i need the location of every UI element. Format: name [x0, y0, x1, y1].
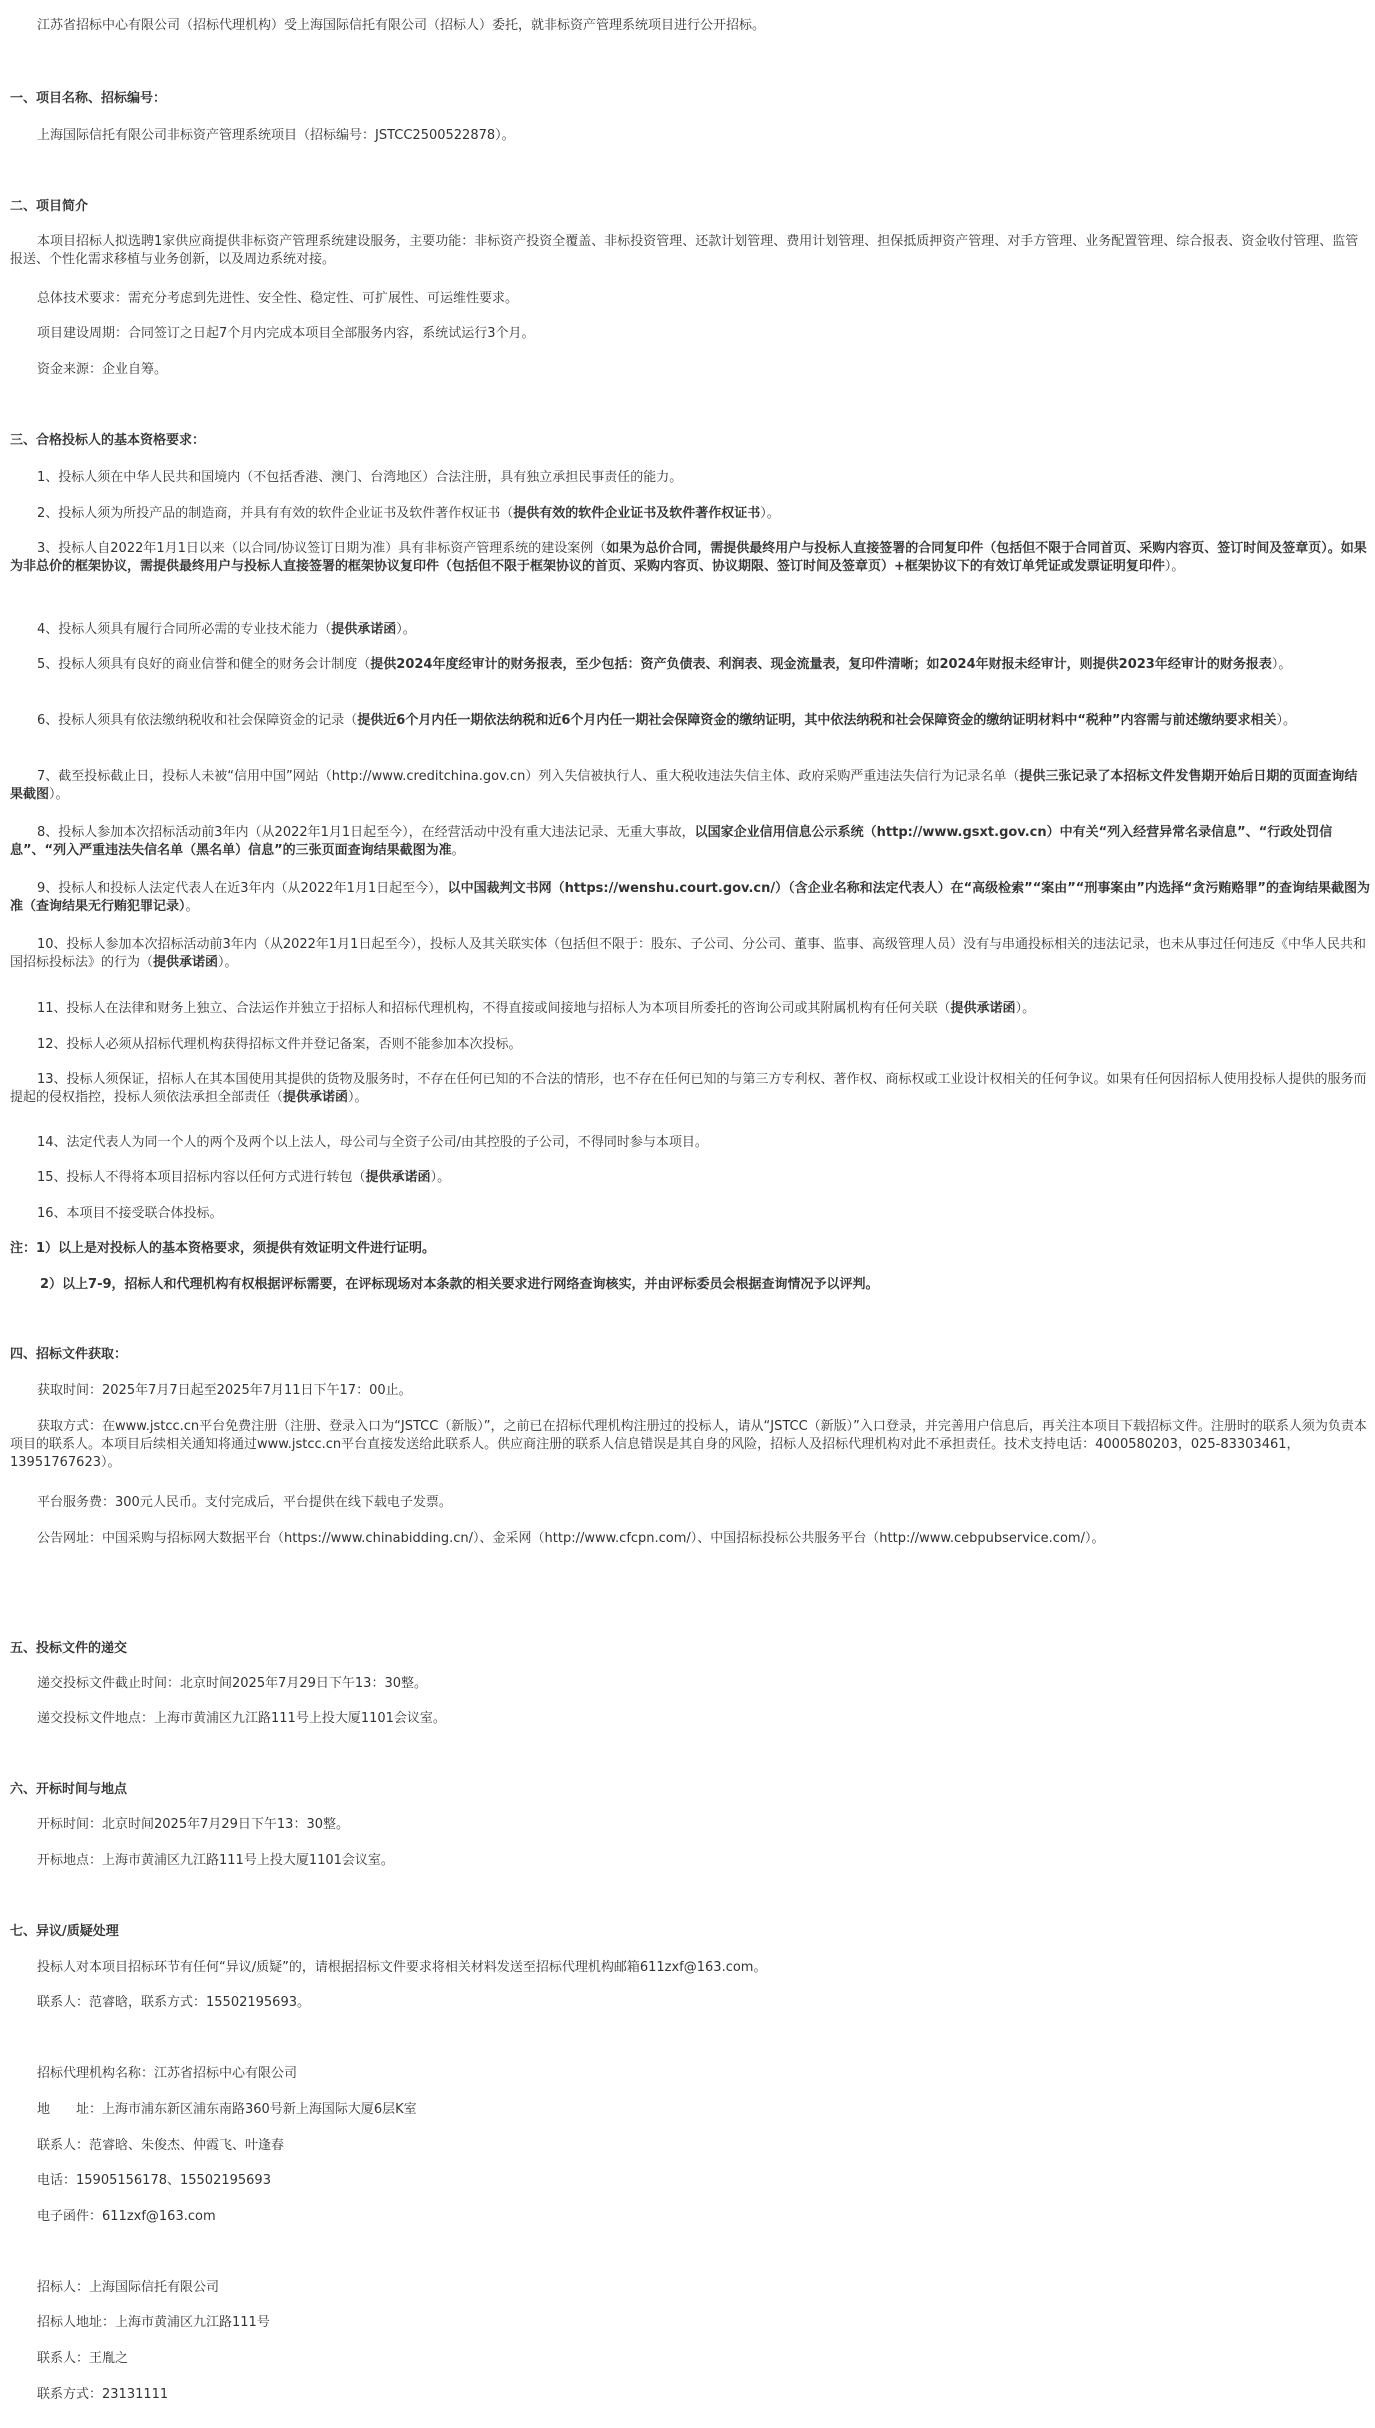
requirement-item-14: 14、法定代表人为同一个人的两个及两个以上法人，母公司与全资子公司/由其控股的子公司，不得同时参与本项目。 — [37, 1135, 708, 1150]
agency-name: 招标代理机构名称：江苏省招标中心有限公司 — [37, 2066, 298, 2081]
requirement-item-2: 2、投标人须为所投产品的制造商，并具有有效的软件企业证书及软件著作权证书（提供有效的软件企业证书及软件著作权证书）。 — [37, 506, 780, 521]
agency-phone: 电话：15905156178、15502195693 — [37, 2173, 271, 2188]
requirement-item-9: 9、投标人和投标人法定代表人在近3年内（从2022年1月1日起至今），以中国裁判文书网（https://wenshu.court.gov.cn/）（含企业名称和法定代表人）在“高级检索”“案由”“刑事案由”内选择“贪污贿赂罪”的查询结果截图为准（查询结果无行贿犯罪记录）。 — [10, 881, 1370, 914]
project-summary-paragraph: 本项目招标人拟选聘1家供应商提供非标资产管理系统建设服务，主要功能：非标资产投资全覆盖、非标投资管理、还款计划管理、费用计划管理、担保抵质押资产管理、对手方管理、业务配置管理、综合报表、资金收付管理、监管报送、个性化需求移植与业务创新，以及周边系统对接。 — [10, 234, 1359, 267]
acquisition-time-text: 获取时间：2025年7月7日起至2025年7月11日下午17：00止。 — [37, 1383, 412, 1398]
requirement-item-3: 3、投标人自2022年1月1日以来（以合同/协议签订日期为准）具有非标资产管理系统的建设案例（如果为总价合同，需提供最终用户与投标人直接签署的合同复印件（包括但不限于合同首页、采购内容页、签订时间及签章页）。如果为非总价的框架协议，需提供最终用户与投标人直接签署的框架协议复印件（包括但不限于框架协议的首页、采购内容页、协议期限、签订时间及签章页）+框架协议下的有效订单凭证或发票证明复印件）。 — [10, 541, 1367, 574]
tenderer-contact: 联系人：王胤之 — [37, 2351, 129, 2366]
note-2: 2）以上7-9，招标人和代理机构有权根据评标需要，在评标现场对本条款的相关要求进行网络查询核实，并由评标委员会根据查询情况予以评判。 — [40, 1277, 879, 1292]
requirement-item-1: 1、投标人须在中华人民共和国境内（不包括香港、澳门、台湾地区）合法注册，具有独立承担民事责任的能力。 — [37, 470, 683, 485]
section-6-heading: 六、开标时间与地点 — [10, 1782, 128, 1797]
section-3-heading: 三、合格投标人的基本资格要求： — [10, 433, 206, 448]
requirement-item-11: 11、投标人在法律和财务上独立、合法运作并独立于招标人和招标代理机构，不得直接或间接地与招标人为本项目所委托的咨询公司或其附属机构有任何关联（提供承诺函）。 — [37, 1001, 1036, 1016]
project-name-text: 上海国际信托有限公司非标资产管理系统项目（招标编号：JSTCC2500522878）。 — [37, 128, 515, 143]
note-1: 注：1）以上是对投标人的基本资格要求，须提供有效证明文件进行证明。 — [10, 1241, 436, 1256]
requirement-item-4: 4、投标人须具有履行合同所必需的专业技术能力（提供承诺函）。 — [37, 622, 416, 637]
section-7-heading: 七、异议/质疑处理 — [10, 1924, 119, 1939]
requirement-item-5: 5、投标人须具有良好的商业信誉和健全的财务会计制度（提供2024年度经审计的财务报表，至少包括：资产负债表、利润表、现金流量表，复印件清晰；如2024年财报未经审计，则提供2023年经审计的财务报表）。 — [37, 657, 1292, 672]
agency-email: 电子函件：611zxf@163.com — [37, 2209, 216, 2224]
objection-text: 投标人对本项目招标环节有任何“异议/质疑”的，请根据招标文件要求将相关材料发送至招标代理机构邮箱611zxf@163.com。 — [37, 1960, 767, 1975]
tenderer-name: 招标人：上海国际信托有限公司 — [37, 2280, 220, 2295]
requirement-item-12: 12、投标人必须从招标代理机构获得招标文件并登记备案，否则不能参加本次投标。 — [37, 1037, 522, 1052]
fund-source-text: 资金来源：企业自筹。 — [37, 362, 168, 377]
tenderer-address: 招标人地址：上海市黄浦区九江路111号 — [37, 2315, 270, 2330]
tech-requirements-text: 总体技术要求：需充分考虑到先进性、安全性、稳定性、可扩展性、可运维性要求。 — [37, 291, 519, 306]
section-2-heading: 二、项目简介 — [10, 199, 89, 214]
section-5-heading: 五、投标文件的递交 — [10, 1641, 128, 1656]
requirement-item-15: 15、投标人不得将本项目招标内容以任何方式进行转包（提供承诺函）。 — [37, 1170, 451, 1185]
platform-fee-text: 平台服务费：300元人民币。支付完成后，平台提供在线下载电子发票。 — [37, 1495, 452, 1510]
tenderer-phone: 联系方式：23131111 — [37, 2387, 169, 2402]
submission-location-text: 递交投标文件地点：上海市黄浦区九江路111号上投大厦1101会议室。 — [37, 1711, 446, 1726]
opening-location-text: 开标地点：上海市黄浦区九江路111号上投大厦1101会议室。 — [37, 1853, 394, 1868]
requirement-item-7: 7、截至投标截止日，投标人未被“信用中国”网站（http://www.creditchina.gov.cn）列入失信被执行人、重大税收违法失信主体、政府采购严重违法失信行为记录名单（提供三张记录了本招标文件发售期开始后日期的页面查询结果截图）。 — [10, 769, 1358, 802]
submission-deadline-text: 递交投标文件截止时间：北京时间2025年7月29日下午13：30整。 — [37, 1676, 427, 1691]
announcement-urls-text: 公告网址：中国采购与招标网大数据平台（https://www.chinabidding.cn/）、金采网（http://www.cfcpn.com/）、中国招标投标公共服务平台（http://www.cebpubservice.com/）。 — [37, 1531, 1105, 1546]
agency-address: 地 址：上海市浦东新区浦东南路360号新上海国际大厦6层K室 — [37, 2102, 417, 2117]
section-4-heading: 四、招标文件获取： — [10, 1347, 128, 1362]
section-1-heading: 一、项目名称、招标编号： — [10, 91, 167, 106]
requirement-item-10: 10、投标人参加本次招标活动前3年内（从2022年1月1日起至今），投标人及其关联实体（包括但不限于：股东、子公司、分公司、董事、监事、高级管理人员）没有与串通投标相关的违法记录，也未从事过任何违反《中华人民共和国招标投标法》的行为（提供承诺函）。 — [10, 937, 1366, 970]
objection-contact-text: 联系人：范睿晗，联系方式：15502195693。 — [37, 1995, 310, 2010]
acquisition-method-paragraph: 获取方式：在www.jstcc.cn平台免费注册（注册、登录入口为“JSTCC（新版）”，之前已在招标代理机构注册过的投标人，请从“JSTCC（新版）”入口登录，并完善用户信息后，再关注本项目下载招标文件。注册时的联系人须为负责本项目的联系人。本项目后续相关通知将通过www.jstcc.cn平台直接发送给此联系人。供应商注册的联系人信息错误是其自身的风险，招标人及招标代理机构对此不承担责任。技术支持电话：4000580203，025-83303461，13951767623）。 — [10, 1419, 1367, 1470]
intro-paragraph: 江苏省招标中心有限公司（招标代理机构）受上海国际信托有限公司（招标人）委托，就非标资产管理系统项目进行公开招标。 — [37, 18, 766, 33]
requirement-item-16: 16、本项目不接受联合体投标。 — [37, 1206, 223, 1221]
requirement-item-6: 6、投标人须具有依法缴纳税收和社会保障资金的记录（提供近6个月内任一期依法纳税和近6个月内任一期社会保障资金的缴纳证明，其中依法纳税和社会保障资金的缴纳证明材料中“税种”内容需与前述缴纳要求相关）。 — [37, 713, 1296, 728]
opening-time-text: 开标时间：北京时间2025年7月29日下午13：30整。 — [37, 1817, 349, 1832]
requirement-item-8: 8、投标人参加本次招标活动前3年内（从2022年1月1日起至今），在经营活动中没有重大违法记录、无重大事故，以国家企业信用信息公示系统（http://www.gsxt.gov.cn）中有关“列入经营异常名录信息”、“行政处罚信息”、“列入严重违法失信名单（黑名单）信息”的三张页面查询结果截图为准。 — [10, 825, 1333, 858]
agency-contacts: 联系人：范睿晗、朱俊杰、仲霞飞、叶逢春 — [37, 2138, 285, 2153]
construction-period-text: 项目建设周期：合同签订之日起7个月内完成本项目全部服务内容，系统试运行3个月。 — [37, 326, 535, 341]
requirement-item-13: 13、投标人须保证，招标人在其本国使用其提供的货物及服务时，不存在任何已知的不合法的情形，也不存在任何已知的与第三方专利权、著作权、商标权或工业设计权相关的任何争议。如果有任何因招标人使用投标人提供的服务而提起的侵权指控，投标人须依法承担全部责任（提供承诺函）。 — [10, 1072, 1367, 1105]
